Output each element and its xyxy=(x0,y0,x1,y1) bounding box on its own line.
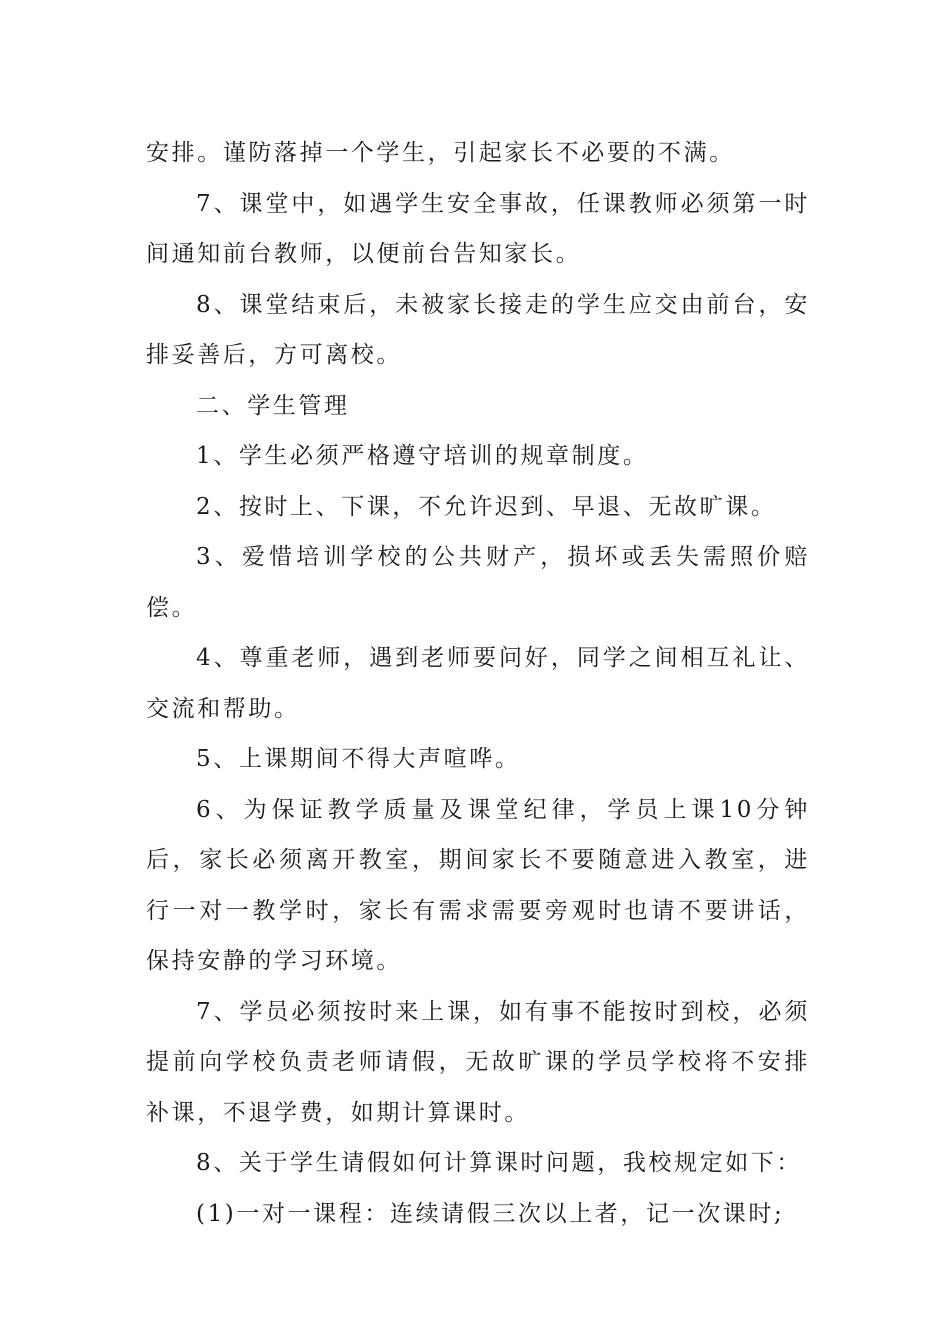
document-body xyxy=(146,128,810,1239)
section-heading-student-management: 二、学生管理 xyxy=(196,392,350,419)
paragraph-student-rule-4: 4、尊重老师，遇到老师要问好，同学之间相互礼让、交流和帮助。 xyxy=(146,645,810,722)
paragraph-rule-8-pickup: 8、课堂结束后，未被家长接走的学生应交由前台，安排妥善后，方可离校。 xyxy=(146,291,810,368)
paragraph-student-rule-8: 8、关于学生请假如何计算课时问题，我校规定如下： xyxy=(196,1150,803,1176)
paragraph-continuation: 安排。谨防落掉一个学生，引起家长不必要的不满。 xyxy=(146,140,735,166)
paragraph-student-rule-3: 3、爱惜培训学校的公共财产，损坏或丢失需照价赔偿。 xyxy=(146,544,810,621)
paragraph-student-rule-7: 7、学员必须按时来上课，如有事不能按时到校，必须提前向学校负责老师请假，无故旷课的学员学校将不安排补课，不退学费，如期计算课时。 xyxy=(146,998,810,1126)
paragraph-student-rule-5: 5、上课期间不得大声喧哗。 xyxy=(196,746,521,772)
paragraph-rule-7-safety: 7、课堂中，如遇学生安全事故，任课教师必须第一时间通知前台教师，以便前台告知家长。 xyxy=(146,190,810,267)
paragraph-student-rule-8-item-1: (1)一对一课程：连续请假三次以上者，记一次课时; xyxy=(196,1200,785,1227)
paragraph-student-rule-1: 1、学生必须严格遵守培训的规章制度。 xyxy=(196,443,649,469)
paragraph-student-rule-6: 6、为保证教学质量及课堂纪律，学员上课10分钟后，家长必须离开教室，期间家长不要随意进入教室，进行一对一教学时，家长有需求需要旁观时也请不要讲话，保持安静的学习环境。 xyxy=(146,796,810,974)
paragraph-student-rule-2: 2、按时上、下课，不允许迟到、早退、无故旷课。 xyxy=(196,493,777,520)
